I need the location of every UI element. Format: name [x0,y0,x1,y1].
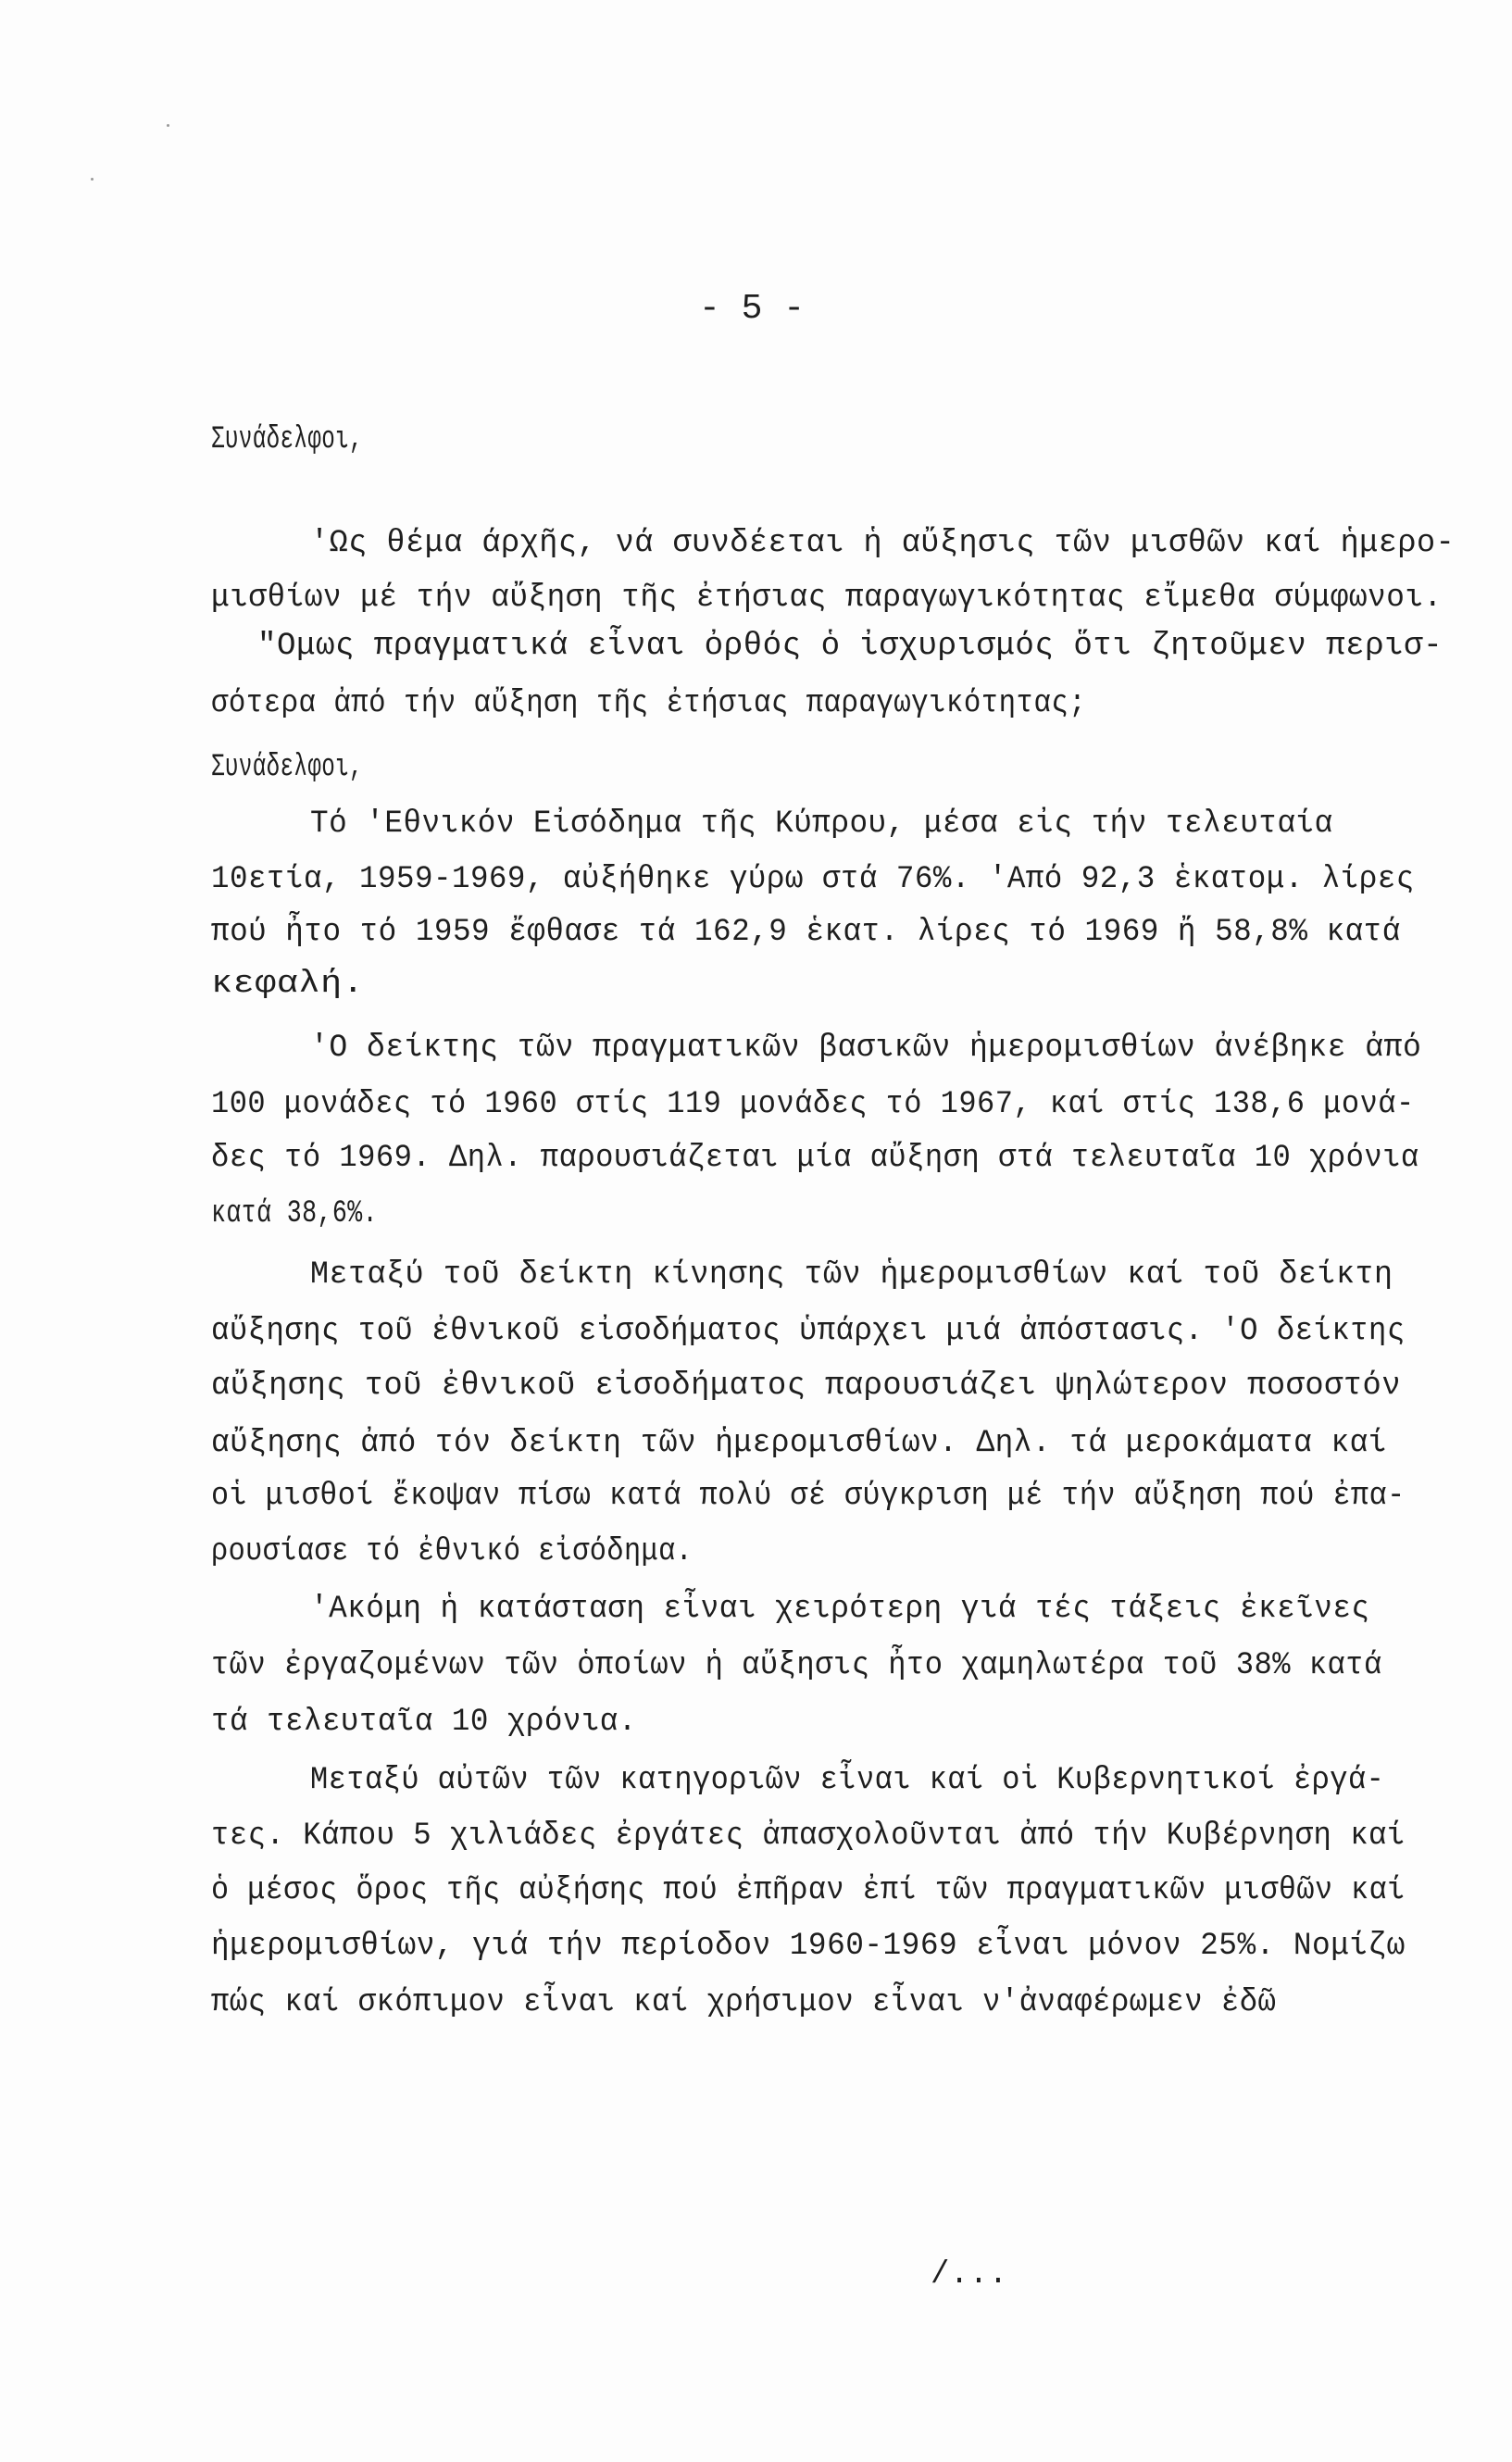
text-line: Τό 'Εθνικόν Εἰσόδημα τῆς Κύπρου, μέσα εἰς τήν τελευταία [310,806,1333,842]
text-line: μισθίων μέ τήν αὔξηση τῆς ἐτήσιας παραγωγικότητας εἴμεθα σύμφωνοι. [211,581,1443,616]
text-line: πώς καί σκόπιμον εἶναι καί χρήσιμον εἶναι ν'ἀναφέρωμεν ἐδῶ [211,1985,1277,2020]
text-line: κατά 38,6%. [211,1196,378,1231]
text-line: Συνάδελφοι, [211,422,363,457]
text-line: 10ετία, 1959-1969, αὐξήθηκε γύρω στά 76%. 'Από 92,3 ἑκατομ. λίρες [211,862,1415,897]
text-line: κεφαλή. [211,967,365,1002]
text-line: ὁ μέσος ὅρος τῆς αὐξήσης πού ἐπῆραν ἐπί τῶν πραγματικῶν μισθῶν καί [211,1873,1406,1908]
text-line: 'Ο δείκτης τῶν πραγματικῶν βασικῶν ἡμερομισθίων ἀνέβηκε ἀπό [310,1031,1422,1066]
text-line: ρουσίασε τό ἐθνικό εἰσόδημα. [211,1534,694,1569]
scan-speck [91,178,94,181]
text-line: αὔξησης ἀπό τόν δείκτη τῶν ἡμερομισθίων. Δηλ. τά μεροκάματα καί [211,1426,1387,1461]
text-line: τες. Κάπου 5 χιλιάδες ἐργάτες ἀπασχολοῦνται ἀπό τήν Κυβέρνηση καί [211,1818,1406,1854]
text-line: 'Ως θέμα άρχῆς, νά συνδέεται ἡ αὔξησις τῶν μισθῶν καί ἡμερο- [310,526,1456,561]
text-line: οἱ μισθοί ἔκοψαν πίσω κατά πολύ σέ σύγκριση μέ τήν αὔξηση πού ἐπα- [211,1479,1406,1514]
text-line: ἡμερομισθίων, γιά τήν περίοδον 1960-1969 εἶναι μόνον 25%. Νομίζω [211,1929,1406,1964]
text-line: 100 μονάδες τό 1960 στίς 119 μονάδες τό 1967, καί στίς 138,6 μονά- [211,1087,1415,1122]
text-line: δες τό 1969. Δηλ. παρουσιάζεται μία αὔξηση στά τελευταῖα 10 χρόνια [211,1141,1419,1176]
text-line: "Ομως πραγματικά εἶναι ὀρθός ὁ ἰσχυρισμός ὅτι ζητοῦμεν περισ- [257,629,1443,664]
text-line: σότερα ἀπό τήν αὔξηση τῆς ἐτήσιας παραγωγικότητας; [211,686,1087,721]
text-line: τά τελευταῖα 10 χρόνια. [211,1705,637,1740]
text-line: Μεταξύ αὐτῶν τῶν κατηγοριῶν εἶναι καί οἱ Κυβερνητικοί ἐργά- [310,1763,1385,1798]
scan-speck [167,124,169,127]
text-line: αὔξησης τοῦ ἐθνικοῦ εἰσοδήματος παρουσιάζει ψηλώτερον ποσοστόν [211,1368,1402,1404]
text-line: τῶν ἐργαζομένων τῶν ὁποίων ἡ αὔξησις ἦτο χαμηλωτέρα τοῦ 38% κατά [211,1648,1382,1683]
page-number: - 5 - [699,289,806,329]
text-line: Συνάδελφοι, [211,750,363,785]
text-line: πού ἦτο τό 1959 ἔφθασε τά 162,9 ἑκατ. λίρες τό 1969 ἤ 58,8% κατά [211,915,1401,950]
text-line: 'Ακόμη ἡ κατάσταση εἶναι χειρότερη γιά τές τάξεις ἐκεῖνες [310,1592,1370,1627]
text-line: Μεταξύ τοῦ δείκτη κίνησης τῶν ἡμερομισθίων καί τοῦ δείκτη [310,1257,1393,1293]
text-line: αὔξησης τοῦ ἐθνικοῦ εἰσοδήματος ὑπάρχει μιά ἀπόστασις. 'Ο δείκτης [211,1314,1406,1349]
continuation-mark: /... [931,2257,1008,2293]
